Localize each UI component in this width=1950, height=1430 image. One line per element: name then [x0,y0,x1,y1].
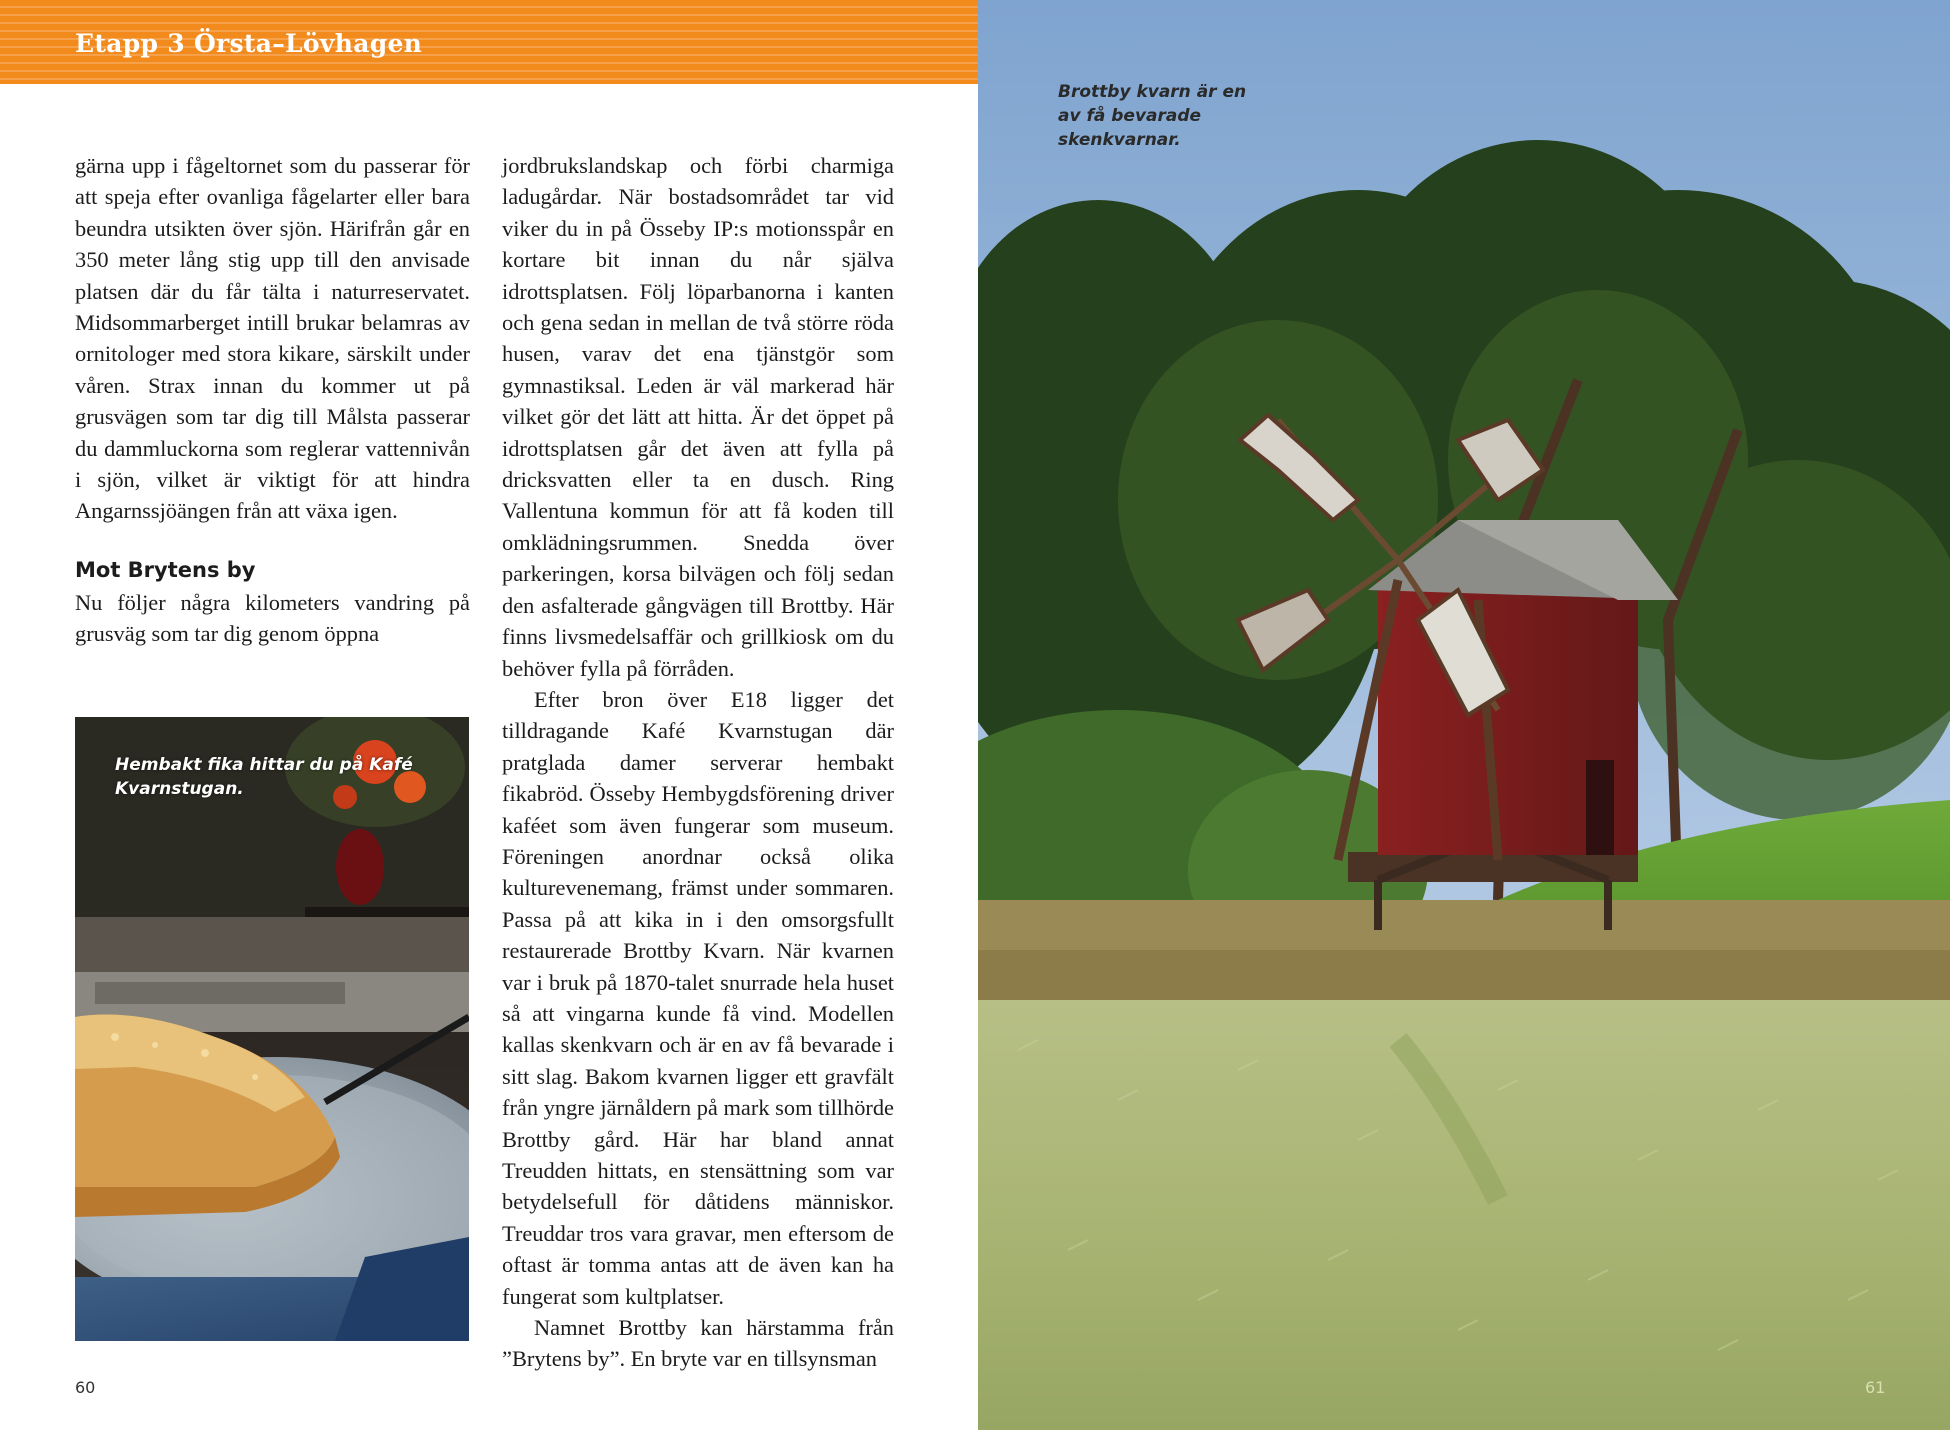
body-paragraph: jordbrukslandskap och förbi charmiga ladugårdar. När bostadsområdet tar vid viker du in på Össeby IP:s motionsspår en kortare bit innan du når själva idrottsplatsen. Följ löparbanorna i kanten och gena sedan in mellan de två större röda husen, varav det ena tjänstgör som gymnastiksal. Leden är väl markerad här vilket gör det lätt att hitta. Är det öppet på idrottsplatsen går det även att fylla på dricksvatten eller ta en dusch. Ring Vallentuna kommun för att få koden till omklädningsrummen. Snedda över parkeringen, korsa bilvägen och följ sedan den asfalterade gångvägen till Brottby. Här finns livsmedelsaffär och grillkiosk om du behöver fylla på förråden. [502,153,894,681]
text-column-2 [502,150,894,1375]
body-paragraph: Efter bron över E18 ligger det tilldragande Kafé Kvarnstugan där pratglada damer serverar hembakt fikabröd. Össeby Hembygdsförening driver kaféet som även fungerar som museum. Föreningen anordnar också olika kulturevenemang, främst under sommaren. Passa på att kika in i den omsorgsfullt restaurerade Brottby Kvarn. När kvarnen var i bruk på 1870-talet snurrade hela huset så att vingarna kunde få vind. Modellen kallas skenkvarn och är en av få bevarade i sitt slag. Bakom kvarnen ligger ett gravfält från yngre järnåldern på mark som tillhörde Brottby gård. Här har bland annat Treudden hittats, en stensättning som var betydelsefull för dåtidens människor. Treuddar tros vara gravar, men eftersom de oftast är tomma antas att de även kan ha fungerat som kultplatser. [502,686,894,1309]
body-paragraph: Namnet Brottby kan härstamma från ”Brytens by”. En bryte var en tillsynsman [502,1315,894,1372]
page-number-left: 60 [75,1378,96,1397]
section-subheading: Mot Brytens by [75,557,256,582]
cake-photo-illustration [75,717,469,1341]
chapter-header-band [0,0,978,84]
body-paragraph: gärna upp i fågeltornet som du passerar för att speja efter ovanliga fågelarter eller bara beundra utsikten över sjön. Härifrån går en 350 meter lång stig upp till den anvisade platsen där du får tälta i naturreservatet. Midsommarberget intill brukar belamras av ornitologer med stora kikare, särskilt under våren. Strax innan du kommer ut på grusvägen som tar dig till Målsta passerar du dammluckorna som reglerar vattennivån i sjön, vilket är viktigt för att hindra Angarnssjöängen från att växa igen. [75,153,470,524]
cake-photo-caption: Hembakt fika hittar du på Kafé Kvarnstugan. [115,755,413,799]
windmill [1338,520,1678,930]
chapter-title: Etapp 3 Örsta–Lövhagen [75,29,423,58]
text-column-1 [75,150,470,650]
right-page [978,0,1950,1430]
windmill-photo [978,0,1950,1430]
cake-photo [75,717,469,1341]
page-number-right: 61 [1865,1378,1886,1397]
body-paragraph: Nu följer några kilometers vandring på grusväg som tar dig genom öppna [75,589,470,647]
windmill-photo-caption: Brottby kvarn är en av få bevarade skenkvarnar. [1058,82,1247,150]
